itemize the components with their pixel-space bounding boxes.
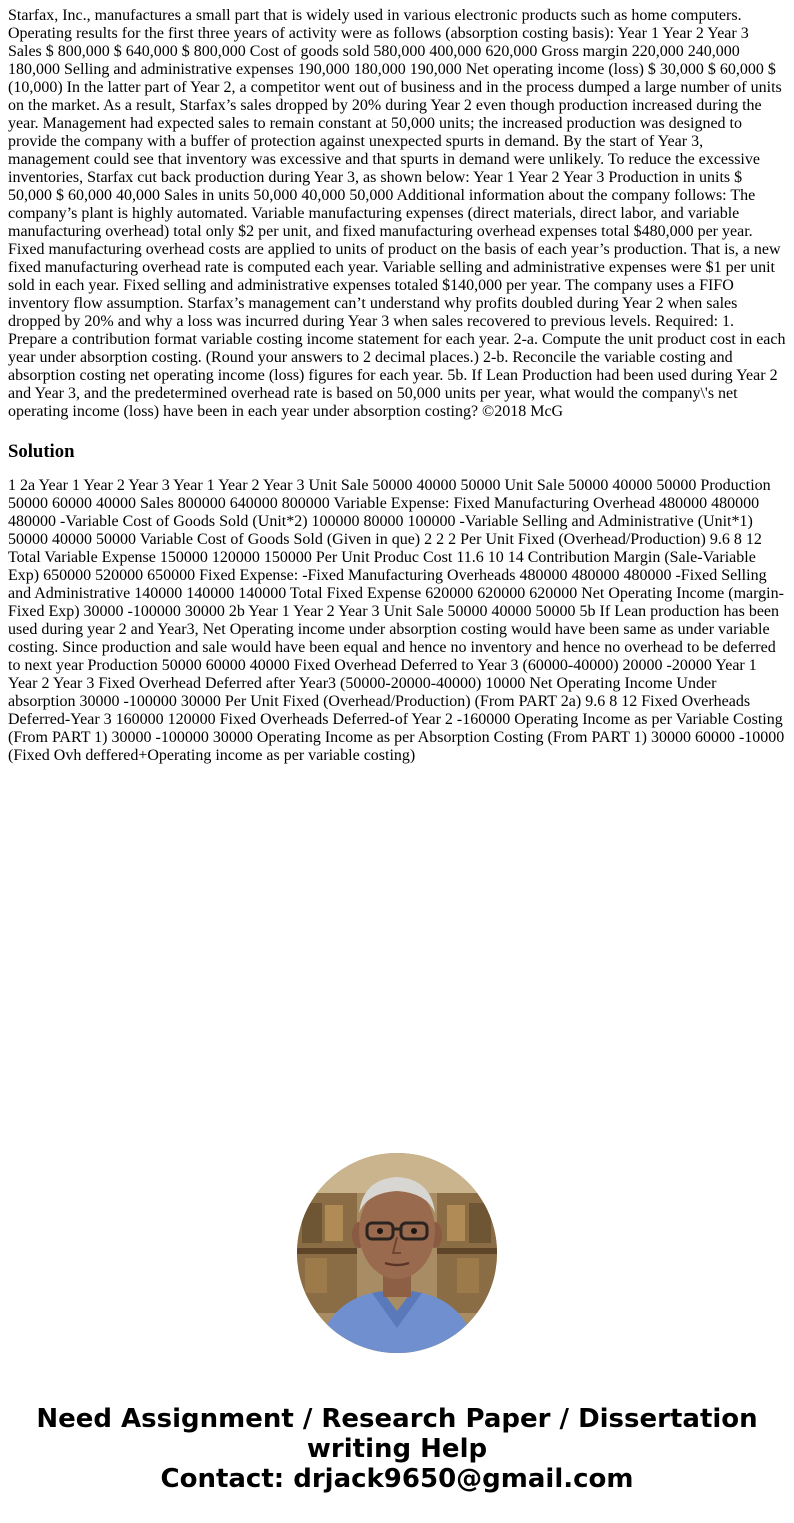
solution-text: 1 2a Year 1 Year 2 Year 3 Year 1 Year 2 Year 3 Unit Sale 50000 40000 50000 Unit Sale 50000 40000 50000 Production 50000 60000 40000 Sales 800000 640000 800000 Variable Expense: Fixed Manufacturing Overhead 480000 480000 480000 -Variable Cost of Goods Sold (Unit*2) 100000 80000 100000 -Variable Selling and Administrative (Unit*1) 50000 40000 50000 Variable Cost of Goods Sold (Given in que) 2 2 2 Per Unit Fixed (Overhead/Production) 9.6 8 12 Total Variable Expense 150000 120000 150000 Per Unit Produc Cost 11.6 10 14 Contribution Margin (Sale-Variable Exp) 650000 520000 650000 Fixed Expense: -Fixed Manufacturing Overheads 480000 480000 480000 -Fixed Selling and Administrative 140000 140000 140000 Total Fixed Expense 620000 620000 620000 Net Operating Income (margin-Fixed Exp) 30000 -100000 30000 2b Year 1 Year 2 Year 3 Unit Sale 50000 40000 50000 5b If Lean production has been used during year 2 and Year3, Net Operating income under absorption costing would have been same as under variable costing. Since production and sale would have been equal and hence no inventory and hence no overhead to be deferred to next year Production 50000 60000 40000 Fixed Overhead Deferred to Year 3 (60000-40000) 20000 -20000 Year 1 Year 2 Year 3 Fixed Overhead Deferred after Year3 (50000-20000-40000) 10000 Net Operating Income Under absorption 30000 -100000 30000 Per Unit Fixed (Overhead/Production) (From PART 2a) 9.6 8 12 Fixed Overheads Deferred-Year 3 160000 120000 Fixed Overheads Deferred-of Year 2 -160000 Operating Income as per Variable Costing (From PART 1) 30000 -100000 30000 Operating Income as per Absorption Costing (From PART 1) 30000 60000 -10000 (Fixed Ovh deffered+Operating income as per variable costing) xyxy=(8,477,785,764)
promo-line-1: Need Assignment / Research Paper / Dissertation xyxy=(36,1404,758,1434)
question-text: Starfax, Inc., manufactures a small part that is widely used in various electronic products such as home computers. Operating results for the first three years of activity were as follows (absorption costing basis): Year 1 Year 2 Year 3 Sales $ 800,000 $ 640,000 $ 800,000 Cost of goods sold 580,000 400,000 620,000 Gross margin 220,000 240,000 180,000 Selling and administrative expenses 190,000 180,000 190,000 Net operating income (loss) $ 30,000 $ 60,000 $ (10,000) In the latter part of Year 2, a competitor went out of business and in the process dumped a large number of units on the market. As a result, Starfax’s sales dropped by 20% during Year 2 even though production increased during the year. Management had expected sales to remain constant at 50,000 units; the increased production was designed to provide the company with a buffer of protection against unexpected spurts in demand. By the start of Year 3, management could see that inventory was excessive and that spurts in demand were unlikely. To reduce the excessive inventories, Starfax cut back production during Year 3, as shown below: Year 1 Year 2 Year 3 Production in units $ 50,000 $ 60,000 40,000 Sales in units 50,000 40,000 50,000 Additional information about the company follows: The company’s plant is highly automated. Variable manufacturing expenses (direct materials, direct labor, and variable manufacturing overhead) total only $2 per unit, and fixed manufacturing overhead expenses total $480,000 per year. Fixed manufacturing overhead costs are applied to units of product on the basis of each year’s production. That is, a new fixed manufacturing overhead rate is computed each year. Variable selling and administrative expenses were $1 per unit sold in each year. Fixed selling and administrative expenses totaled $140,000 per year. The company uses a FIFO inventory flow assumption. Starfax’s management can’t understand why profits doubled during Year 2 when sales dropped by 20% and why a loss was incurred during Year 3 when sales recovered to previous levels. Required: 1. Prepare a contribution format variable costing income statement for each year. 2-a. Compute the unit product cost in each year under absorption costing. (Round your answers to 2 decimal places.) 2-b. Reconcile the variable costing and absorption costing net operating income (loss) figures for each year. 5b. If Lean Production had been used during Year 2 and Year 3, and the predetermined overhead rate is based on 50,000 units per year, what would the company\'s net operating income (loss) have been in each year under absorption costing? ©2018 McG xyxy=(8,7,786,420)
author-avatar xyxy=(297,1153,497,1353)
promo-banner xyxy=(0,1404,794,1494)
author-portrait-image xyxy=(297,1153,497,1353)
promo-line-2: writing Help xyxy=(306,1434,488,1464)
page-content xyxy=(8,7,786,765)
solution-heading: Solution xyxy=(8,441,75,462)
promo-contact: Contact: drjack9650@gmail.com xyxy=(160,1464,634,1494)
